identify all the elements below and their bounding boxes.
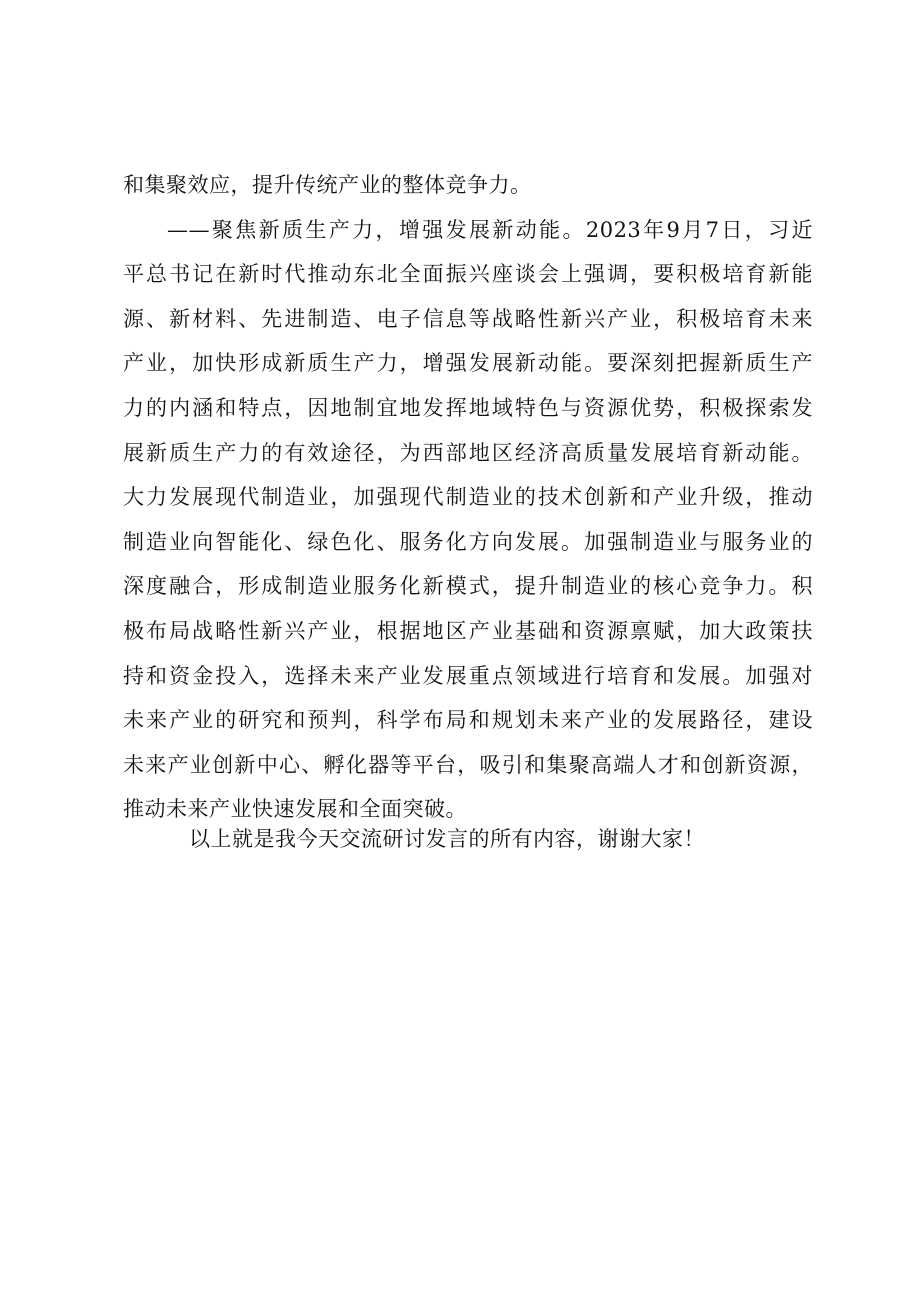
- text-line: 产业，加快形成新质生产力，增强发展新动能。要深刻把握新质生产: [123, 351, 813, 376]
- text-line: 持和资金投入，选择未来产业发展重点领域进行培育和发展。加强对: [123, 663, 813, 688]
- text-line: 源、新材料、先进制造、电子信息等战略性新兴产业，积极培育未来: [123, 306, 813, 331]
- text-line: ——聚焦新质生产力，增强发展新动能。2023年9月7日，习近: [167, 217, 813, 242]
- text-line: 平总书记在新时代推动东北全面振兴座谈会上强调，要积极培育新能: [123, 262, 813, 287]
- text-line: 展新质生产力的有效途径，为西部地区经济高质量发展培育新动能。: [123, 440, 813, 465]
- text-line: 力的内涵和特点，因地制宜地发挥地域特色与资源优势，积极探索发: [123, 395, 813, 420]
- text-line: 深度融合，形成制造业服务化新模式，提升制造业的核心竞争力。积: [123, 574, 813, 599]
- text-line: 大力发展现代制造业，加强现代制造业的技术创新和产业升级，推动: [123, 485, 813, 510]
- text-line: 推动未来产业快速发展和全面突破。: [123, 797, 467, 822]
- text-line: 未来产业的研究和预判，科学布局和规划未来产业的发展路径，建设: [123, 708, 813, 733]
- text-line: 极布局战略性新兴产业，根据地区产业基础和资源禀赋，加大政策扶: [123, 618, 813, 643]
- continuation-paragraph: [123, 163, 813, 208]
- closing-paragraph: 以上就是我今天交流研讨发言的所有内容，谢谢大家！: [189, 827, 705, 851]
- focus-paragraph: [123, 208, 813, 832]
- text-line: 制造业向智能化、绿色化、服务化方向发展。加强制造业与服务业的: [123, 529, 813, 554]
- document-body: [123, 163, 813, 832]
- text-line: 和集聚效应，提升传统产业的整体竞争力。: [123, 173, 532, 197]
- text-line: 未来产业创新中心、孵化器等平台，吸引和集聚高端人才和创新资源，: [123, 752, 813, 777]
